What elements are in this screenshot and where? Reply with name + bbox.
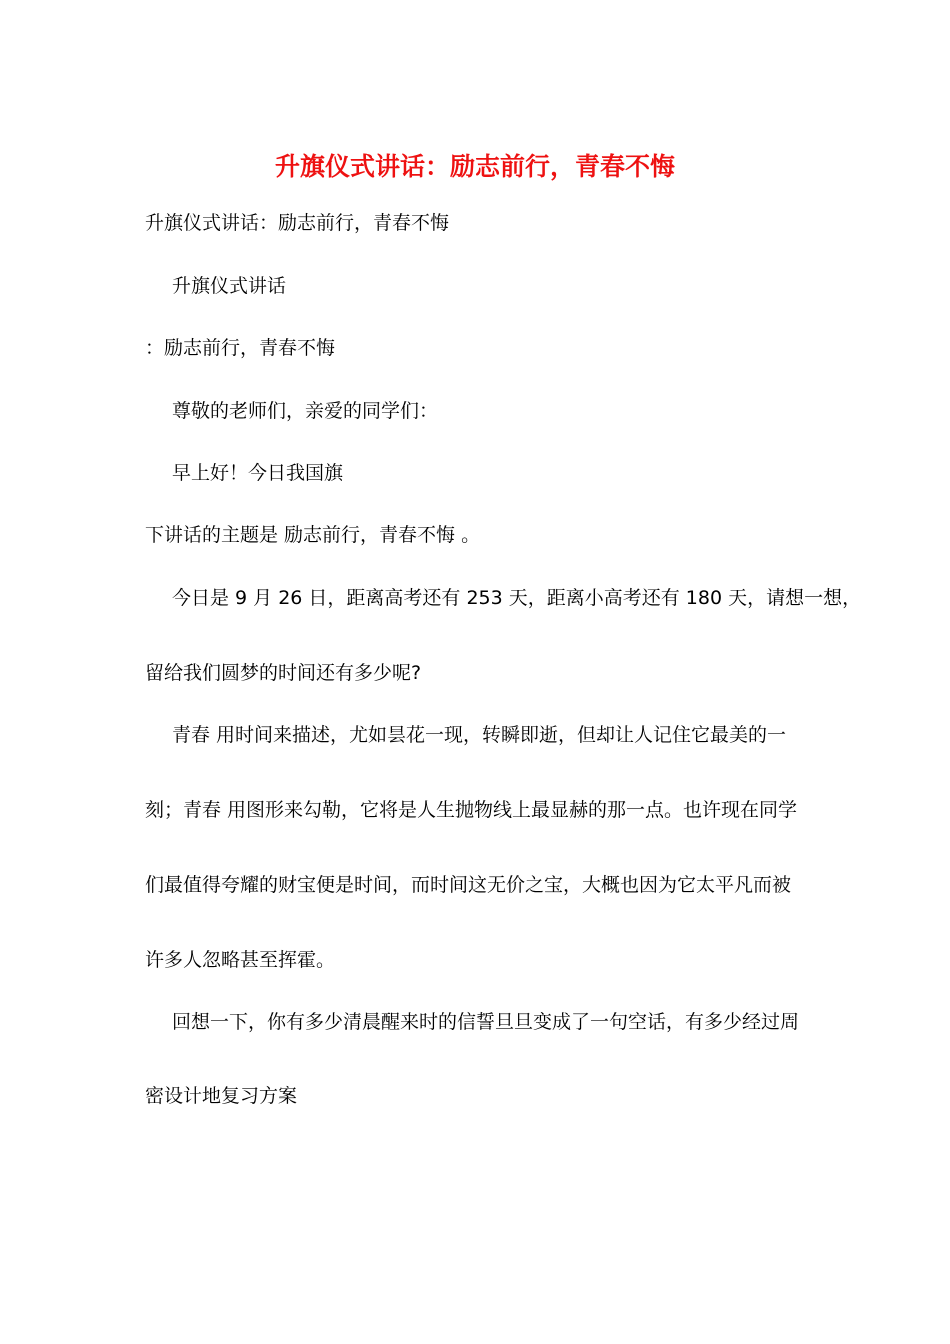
paragraph-line: 下讲话的主题是 励志前行，青春不悔 。 (145, 524, 481, 546)
paragraph-line: 青春 用时间来描述，尤如昙花一现，转瞬即逝，但却让人记住它最美的一 (172, 724, 787, 746)
document-title: 升旗仪式讲话：励志前行，青春不悔 (274, 152, 675, 181)
paragraph-line: 今日是 9 月 26 日，距离高考还有 253 天，距离小高考还有 180 天，请想一想， (172, 587, 862, 609)
paragraph-line: 们最值得夸耀的财宝便是时间，而时间这无价之宝，大概也因为它太平凡而被 (145, 874, 792, 896)
paragraph-line: 密设计地复习方案 (145, 1085, 298, 1107)
paragraph-line: 许多人忽略甚至挥霍。 (145, 949, 336, 971)
paragraph-line: ：励志前行，青春不悔 (145, 337, 336, 359)
paragraph-line: 留给我们圆梦的时间还有多少呢? (145, 662, 422, 684)
paragraph-line: 升旗仪式讲话 (172, 275, 287, 297)
paragraph-line: 回想一下，你有多少清晨醒来时的信誓旦旦变成了一句空话，有多少经过周 (172, 1011, 800, 1033)
salutation-line: 尊敬的老师们，亲爱的同学们： (172, 400, 439, 422)
greeting-line: 早上好！今日我国旗 (172, 462, 344, 484)
subtitle-line: 升旗仪式讲话：励志前行，青春不悔 (145, 212, 450, 234)
paragraph-line: 刻；青春 用图形来勾勒，它将是人生抛物线上最显赫的那一点。也许现在同学 (145, 799, 798, 821)
